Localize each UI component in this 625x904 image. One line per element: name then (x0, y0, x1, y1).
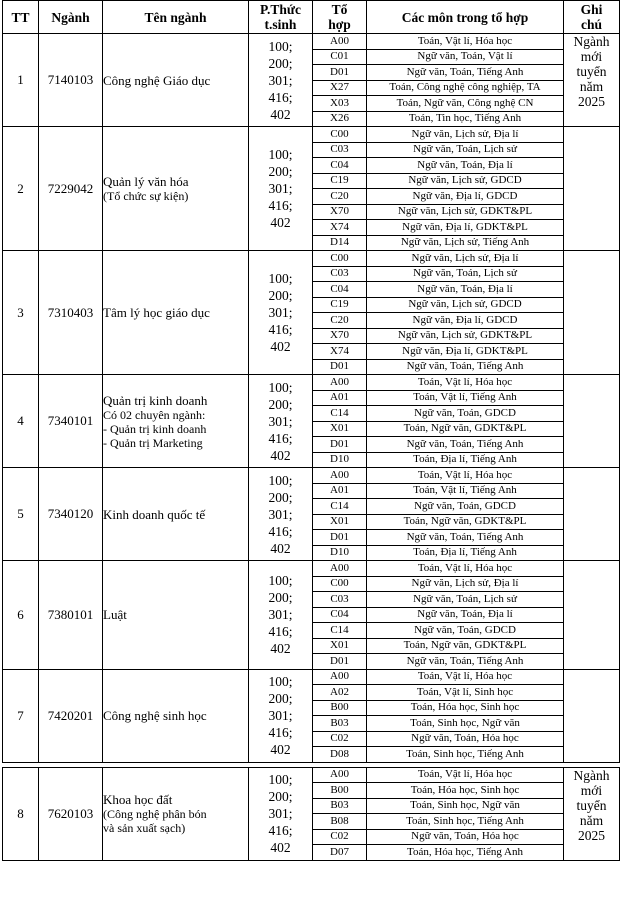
combo-subjects: Toán, Vật lí, Sinh học (367, 685, 564, 701)
admission-method-code: 416; (268, 624, 293, 640)
admission-method-code: 100; (268, 38, 293, 54)
combo-code: X74 (313, 220, 367, 236)
combo-subjects: Toán, Vật lí, Hóa học (367, 669, 564, 685)
program-code: 7380101 (39, 561, 103, 670)
combo-subjects: Toán, Địa lí, Tiếng Anh (367, 545, 564, 561)
program-name-cell (103, 375, 249, 468)
combo-code: A00 (313, 468, 367, 484)
combo-subjects: Toán, Sinh học, Tiếng Anh (367, 814, 564, 830)
combo-code: C00 (313, 251, 367, 267)
combo-subjects: Toán, Tin học, Tiếng Anh (367, 111, 564, 127)
combo-subjects: Ngữ văn, Toán, Tiếng Anh (367, 654, 564, 670)
row-tt: 5 (3, 468, 39, 561)
program-code: 7340120 (39, 468, 103, 561)
admission-method-code: 200; (268, 164, 293, 179)
combo-code: C19 (313, 297, 367, 313)
combo-subjects: Toán, Vật lí, Hóa học (367, 561, 564, 577)
combo-code: D01 (313, 530, 367, 546)
program-name-note: (Công nghệ phân bón (103, 807, 207, 821)
admission-method-code: 100; (268, 573, 293, 589)
program-code: 7310403 (39, 251, 103, 375)
table-row (3, 669, 620, 685)
combo-code: D14 (313, 235, 367, 251)
program-note (564, 468, 620, 561)
admission-method-code: 416; (268, 430, 293, 446)
row-tt: 2 (3, 127, 39, 251)
admission-method-code: 301; (268, 708, 293, 723)
admission-methods (249, 251, 313, 375)
combo-code: C00 (313, 127, 367, 143)
program-code: 7620103 (39, 767, 103, 860)
program-note-line: 2025 (578, 94, 605, 109)
header-subjects: Các môn trong tổ hợp (367, 1, 564, 34)
combo-code: X03 (313, 96, 367, 112)
combo-subjects: Ngữ văn, Toán, GDCD (367, 499, 564, 515)
combo-subjects: Toán, Hóa học, Sinh học (367, 700, 564, 716)
program-note-line: Ngành (573, 34, 610, 49)
combo-code: B03 (313, 716, 367, 732)
combo-code: D08 (313, 747, 367, 763)
program-note (564, 767, 620, 860)
program-name-cell (103, 561, 249, 670)
admission-method-code: 100; (268, 674, 293, 689)
header-method-line: t.sinh (264, 17, 297, 32)
table-row (3, 34, 620, 50)
combo-code: A02 (313, 685, 367, 701)
combo-code: C03 (313, 592, 367, 608)
combo-code: X01 (313, 514, 367, 530)
row-tt: 3 (3, 251, 39, 375)
header-note-line: Ghi (580, 2, 603, 17)
combo-code: X70 (313, 204, 367, 220)
combo-subjects: Ngữ văn, Toán, Địa lí (367, 607, 564, 623)
combo-code: C02 (313, 731, 367, 747)
table-row (3, 127, 620, 143)
admission-method-code: 100; (268, 472, 293, 488)
row-tt: 8 (3, 767, 39, 860)
admission-method-code: 416; (268, 322, 293, 337)
combo-code: C14 (313, 623, 367, 639)
combo-code: A00 (313, 34, 367, 50)
program-name-cell (103, 468, 249, 561)
combo-subjects: Ngữ văn, Toán, Vật lí (367, 49, 564, 65)
admission-method-code: 402 (270, 106, 291, 122)
combo-code: X27 (313, 80, 367, 96)
combo-subjects: Ngữ văn, Toán, Tiếng Anh (367, 437, 564, 453)
admission-method-code: 301; (268, 72, 293, 88)
combo-code: C01 (313, 49, 367, 65)
combo-code: X26 (313, 111, 367, 127)
combo-subjects: Ngữ văn, Lịch sử, GDKT&PL (367, 328, 564, 344)
combo-subjects: Ngữ văn, Địa lí, GDKT&PL (367, 344, 564, 360)
admission-method-code: 416; (268, 198, 293, 213)
combo-subjects: Toán, Ngữ văn, GDKT&PL (367, 638, 564, 654)
admission-methods (249, 375, 313, 468)
program-name-note: - Quản trị Marketing (103, 435, 203, 450)
header-method-line: P.Thức (260, 2, 301, 17)
combo-subjects: Toán, Ngữ văn, GDKT&PL (367, 421, 564, 437)
admission-methods (249, 561, 313, 670)
program-name: Công nghệ sinh học (103, 708, 207, 723)
combo-subjects: Toán, Vật lí, Hóa học (367, 468, 564, 484)
admissions-table (2, 0, 620, 861)
combo-code: B00 (313, 700, 367, 716)
header-name: Tên ngành (103, 1, 249, 34)
combo-subjects: Ngữ văn, Địa lí, GDCD (367, 189, 564, 205)
combo-code: D07 (313, 845, 367, 861)
admission-method-code: 100; (268, 271, 293, 286)
combo-subjects: Toán, Ngữ văn, Công nghệ CN (367, 96, 564, 112)
combo-subjects: Ngữ văn, Toán, GDCD (367, 623, 564, 639)
table-body (3, 34, 620, 861)
combo-code: B03 (313, 798, 367, 814)
combo-code: C03 (313, 142, 367, 158)
admission-method-code: 200; (268, 789, 293, 804)
admission-methods (249, 468, 313, 561)
combo-code: C04 (313, 158, 367, 174)
program-code: 7420201 (39, 669, 103, 762)
admission-method-code: 200; (268, 590, 293, 606)
admission-method-code: 301; (268, 506, 293, 522)
admission-method-code: 402 (270, 840, 291, 855)
admission-method-code: 301; (268, 305, 293, 320)
program-note (564, 34, 620, 127)
combo-code: C00 (313, 576, 367, 592)
combo-subjects: Toán, Sinh học, Ngữ văn (367, 716, 564, 732)
admission-method-code: 301; (268, 181, 293, 196)
combo-code: A01 (313, 390, 367, 406)
combo-code: A01 (313, 483, 367, 499)
combo-code: D01 (313, 359, 367, 375)
admission-method-code: 100; (268, 772, 293, 787)
combo-code: X74 (313, 344, 367, 360)
header-tt: TT (3, 1, 39, 34)
combo-subjects: Ngữ văn, Lịch sử, GDKT&PL (367, 204, 564, 220)
combo-subjects: Ngữ văn, Địa lí, GDKT&PL (367, 220, 564, 236)
combo-code: C14 (313, 499, 367, 515)
combo-code: D01 (313, 437, 367, 453)
program-name-note: Có 02 chuyên ngành: (103, 407, 206, 422)
program-note (564, 251, 620, 375)
combo-code: D01 (313, 65, 367, 81)
admission-method-code: 200; (268, 489, 293, 505)
combo-code: C19 (313, 173, 367, 189)
program-name-cell (103, 251, 249, 375)
combo-code: C02 (313, 829, 367, 845)
combo-subjects: Ngữ văn, Lịch sử, GDCD (367, 173, 564, 189)
combo-code: A00 (313, 561, 367, 577)
combo-subjects: Ngữ văn, Toán, Tiếng Anh (367, 530, 564, 546)
combo-subjects: Toán, Vật lí, Hóa học (367, 767, 564, 783)
combo-code: D10 (313, 452, 367, 468)
program-note-line: mới (580, 782, 603, 798)
program-name: Luật (103, 607, 127, 623)
header-row (3, 1, 620, 34)
admission-method-code: 301; (268, 413, 293, 429)
admission-method-code: 200; (268, 55, 293, 71)
combo-subjects: Ngữ văn, Lịch sử, Địa lí (367, 127, 564, 143)
combo-subjects: Ngữ văn, Lịch sử, Tiếng Anh (367, 235, 564, 251)
combo-code: D01 (313, 654, 367, 670)
admission-method-code: 402 (270, 447, 291, 463)
combo-subjects: Ngữ văn, Toán, Địa lí (367, 282, 564, 298)
admission-method-code: 416; (268, 725, 293, 740)
combo-code: X01 (313, 421, 367, 437)
program-name-cell (103, 767, 249, 860)
header-method (249, 1, 313, 34)
combo-subjects: Ngữ văn, Toán, Tiếng Anh (367, 359, 564, 375)
combo-subjects: Ngữ văn, Toán, Hóa học (367, 829, 564, 845)
combo-code: D10 (313, 545, 367, 561)
row-tt: 7 (3, 669, 39, 762)
admission-method-code: 100; (268, 147, 293, 162)
combo-subjects: Ngữ văn, Lịch sử, Địa lí (367, 576, 564, 592)
program-note (564, 669, 620, 762)
program-note-line: năm (579, 79, 604, 94)
combo-code: B00 (313, 783, 367, 799)
combo-subjects: Toán, Sinh học, Ngữ văn (367, 798, 564, 814)
admission-methods (249, 767, 313, 860)
program-note-line: mới (580, 49, 603, 64)
combo-subjects: Ngữ văn, Toán, GDCD (367, 406, 564, 422)
combo-code: C20 (313, 189, 367, 205)
admission-method-code: 416; (268, 823, 293, 838)
program-name-cell (103, 669, 249, 762)
program-name: Khoa học đất (103, 792, 173, 807)
header-code: Ngành (39, 1, 103, 34)
combo-code: C14 (313, 406, 367, 422)
program-name-note: và sản xuất sạch) (103, 821, 186, 835)
admission-method-code: 416; (268, 523, 293, 539)
header-combo-line: hợp (328, 17, 351, 32)
program-code: 7340101 (39, 375, 103, 468)
program-note-line: Ngành (573, 767, 610, 783)
admission-method-code: 402 (270, 742, 291, 757)
combo-code: C04 (313, 282, 367, 298)
combo-code: A00 (313, 669, 367, 685)
admission-method-code: 200; (268, 691, 293, 706)
admission-method-code: 402 (270, 641, 291, 657)
combo-subjects: Ngữ văn, Lịch sử, GDCD (367, 297, 564, 313)
combo-code: B08 (313, 814, 367, 830)
combo-code: A00 (313, 375, 367, 391)
combo-subjects: Toán, Công nghệ công nghiệp, TA (367, 80, 564, 96)
admission-method-code: 402 (270, 339, 291, 354)
combo-subjects: Ngữ văn, Địa lí, GDCD (367, 313, 564, 329)
program-note (564, 561, 620, 670)
combo-subjects: Ngữ văn, Toán, Lịch sử (367, 142, 564, 158)
admission-methods (249, 127, 313, 251)
admission-method-code: 402 (270, 215, 291, 230)
table-row (3, 468, 620, 484)
admission-methods (249, 669, 313, 762)
program-note-line: tuyển (576, 797, 607, 813)
combo-subjects: Toán, Địa lí, Tiếng Anh (367, 452, 564, 468)
header-note-line: chú (580, 17, 602, 32)
program-name: Kinh doanh quốc tế (103, 506, 206, 522)
combo-subjects: Ngữ văn, Lịch sử, Địa lí (367, 251, 564, 267)
program-name: Quản trị kinh doanh (103, 392, 208, 408)
program-name-note: - Quản trị kinh doanh (103, 421, 207, 436)
row-tt: 1 (3, 34, 39, 127)
program-code: 7229042 (39, 127, 103, 251)
combo-subjects: Toán, Vật lí, Tiếng Anh (367, 483, 564, 499)
combo-subjects: Ngữ văn, Toán, Địa lí (367, 158, 564, 174)
combo-subjects: Toán, Vật lí, Tiếng Anh (367, 390, 564, 406)
combo-subjects: Toán, Vật lí, Hóa học (367, 34, 564, 50)
header-note (564, 1, 620, 34)
admission-method-code: 200; (268, 396, 293, 412)
program-code: 7140103 (39, 34, 103, 127)
combo-code: X70 (313, 328, 367, 344)
combo-code: C03 (313, 266, 367, 282)
program-name-cell (103, 34, 249, 127)
table-row (3, 375, 620, 391)
combo-code: X01 (313, 638, 367, 654)
combo-subjects: Ngữ văn, Toán, Tiếng Anh (367, 65, 564, 81)
table-row (3, 767, 620, 783)
combo-subjects: Toán, Hóa học, Tiếng Anh (367, 845, 564, 861)
admission-method-code: 200; (268, 288, 293, 303)
program-name: Công nghệ Giáo dục (103, 72, 211, 88)
admission-method-code: 402 (270, 540, 291, 556)
admission-method-code: 416; (268, 89, 293, 105)
program-note (564, 127, 620, 251)
header-combo (313, 1, 367, 34)
combo-subjects: Toán, Sinh học, Tiếng Anh (367, 747, 564, 763)
admission-methods (249, 34, 313, 127)
table-row (3, 251, 620, 267)
row-tt: 4 (3, 375, 39, 468)
combo-subjects: Ngữ văn, Toán, Hóa học (367, 731, 564, 747)
admission-method-code: 301; (268, 607, 293, 623)
combo-subjects: Toán, Hóa học, Sinh học (367, 783, 564, 799)
admission-method-code: 100; (268, 379, 293, 395)
program-note (564, 375, 620, 468)
combo-subjects: Toán, Vật lí, Hóa học (367, 375, 564, 391)
combo-code: C20 (313, 313, 367, 329)
program-name-cell (103, 127, 249, 251)
program-note-line: tuyển (576, 64, 607, 79)
admission-method-code: 301; (268, 806, 293, 821)
program-name-note: (Tổ chức sự kiện) (103, 189, 189, 203)
header-combo-line: Tổ (331, 2, 348, 17)
program-name: Tâm lý học giáo dục (103, 305, 210, 320)
program-name: Quản lý văn hóa (103, 174, 189, 189)
combo-code: C04 (313, 607, 367, 623)
row-tt: 6 (3, 561, 39, 670)
combo-subjects: Ngữ văn, Toán, Lịch sử (367, 266, 564, 282)
combo-code: A00 (313, 767, 367, 783)
combo-subjects: Toán, Ngữ văn, GDKT&PL (367, 514, 564, 530)
program-note-line: 2025 (578, 827, 605, 843)
program-note-line: năm (579, 812, 604, 828)
combo-subjects: Ngữ văn, Toán, Lịch sử (367, 592, 564, 608)
table-row (3, 561, 620, 577)
